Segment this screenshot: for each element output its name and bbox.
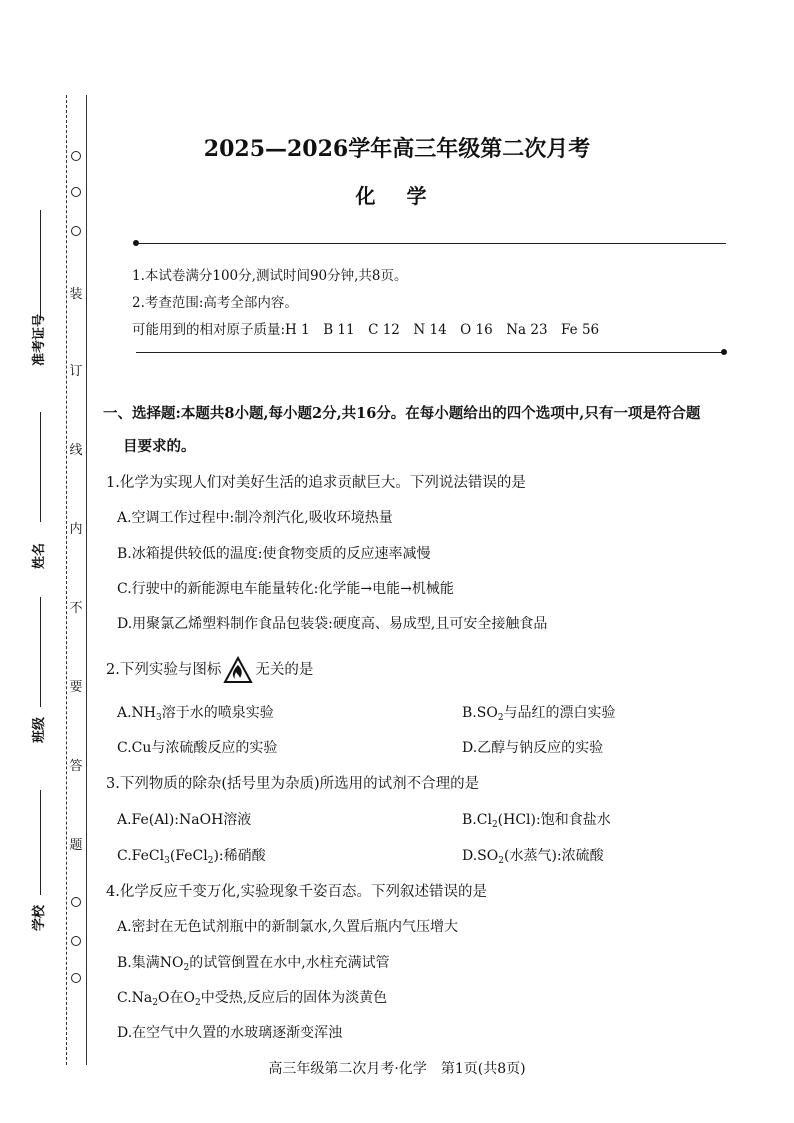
seal-circle (68, 225, 84, 241)
seal-word: 线 (69, 443, 83, 458)
q2-option-a: $A.NH_3$溶于水的喷泉实验 (117, 705, 274, 723)
q4-stem: 4.化学反应千变万化,实验现象千姿百态。下列叙述错误的是 (106, 884, 487, 900)
q3-option-c: C.FeCl$_3$(FeCl$_2$):稀硝酸 (117, 848, 266, 866)
note-1: 1.本试卷满分100分,测试时间90分钟,共8页。 (132, 268, 408, 284)
q1-option-b: B.冰箱提供较低的温度:使食物变质的反应速率减慢 (117, 546, 431, 562)
binding-dashed-line (66, 95, 67, 1065)
q1-option-c: C.行驶中的新能源电车能量转化:化学能→电能→机械能 (117, 581, 454, 597)
seal-circle (68, 935, 84, 951)
seal-word: 内 (69, 522, 83, 537)
field-label-class: 班级 (32, 717, 47, 744)
seal-circle (68, 972, 84, 988)
flame-hazard-icon (223, 656, 253, 684)
binding-solid-line (86, 95, 87, 1065)
q2-stem: 2.下列实验与图标 无关的是 (106, 656, 313, 684)
q4-option-a: A.密封在无色试剂瓶中的新制氯水,久置后瓶内气压增大 (117, 919, 459, 935)
page-footer: 高三年级第二次月考·化学 第1页(共8页) (268, 1061, 526, 1077)
q1-option-d: D.用聚氯乙烯塑料制作食品包装袋:硬度高、易成型,且可安全接触食品 (117, 616, 548, 632)
field-label-exam-number: 准考证号 (32, 314, 47, 367)
section-heading-cont: 目要求的。 (123, 438, 196, 455)
section-heading: 一、选择题:本题共8小题,每小题2分,共16分。在每小题给出的四个选项中,只有一项是符合题 (103, 405, 701, 422)
q4-option-c: $C.Na_2O$在$O_2$中受热,反应后的固体为淡黄色 (117, 990, 388, 1008)
q1-option-a: A.空调工作过程中:制冷剂汽化,吸收环境热量 (117, 510, 393, 526)
q3-option-d: $D.SO_2$(水蒸气):浓硫酸 (462, 848, 604, 866)
field-label-name: 姓名 (32, 543, 47, 570)
exam-subject: 化 学 (355, 184, 439, 208)
seal-word: 答 (69, 759, 83, 774)
q2-option-c: C.Cu与浓硫酸反应的实验 (117, 740, 278, 756)
field-line-exam-number[interactable] (40, 210, 41, 320)
q4-option-b: B.集满$NO_2$的试管倒置在水中,水柱充满试管 (117, 955, 390, 973)
top-rule (136, 243, 726, 244)
q2-option-d: D.乙醇与钠反应的实验 (462, 740, 604, 756)
note-2: 2.考查范围:高考全部内容。 (132, 295, 298, 311)
q3-option-b: $B.Cl_2(HCl)$:饱和食盐水 (462, 812, 611, 830)
seal-word: 不 (69, 601, 83, 616)
field-line-school[interactable] (40, 790, 41, 895)
seal-word: 要 (69, 680, 83, 695)
field-label-school: 学校 (32, 905, 47, 932)
exam-title: 2025—2026学年高三年级第二次月考 (203, 136, 591, 162)
seal-word: 订 (69, 364, 83, 379)
bottom-rule (136, 352, 726, 353)
seal-word: 装 (69, 287, 83, 302)
atomic-masses: 可能用到的相对原子质量:H 1 B 11 C 12 N 14 O 16 Na 23 Fe 56 (132, 322, 600, 338)
field-line-class[interactable] (40, 597, 41, 707)
q2-option-b: $B.SO_2$与品红的漂白实验 (462, 705, 616, 723)
seal-word: 题 (69, 838, 83, 853)
field-line-name[interactable] (40, 412, 41, 522)
seal-circle (68, 896, 84, 912)
q1-stem: 1.化学为实现人们对美好生活的追求贡献巨大。下列说法错误的是 (106, 475, 526, 491)
q3-option-a: A.Fe(Al):NaOH溶液 (117, 812, 252, 828)
q4-option-d: D.在空气中久置的水玻璃逐渐变浑浊 (117, 1025, 343, 1041)
rule-dot (721, 349, 727, 355)
q3-stem: 3.下列物质的除杂(括号里为杂质)所选用的试剂不合理的是 (106, 776, 480, 792)
